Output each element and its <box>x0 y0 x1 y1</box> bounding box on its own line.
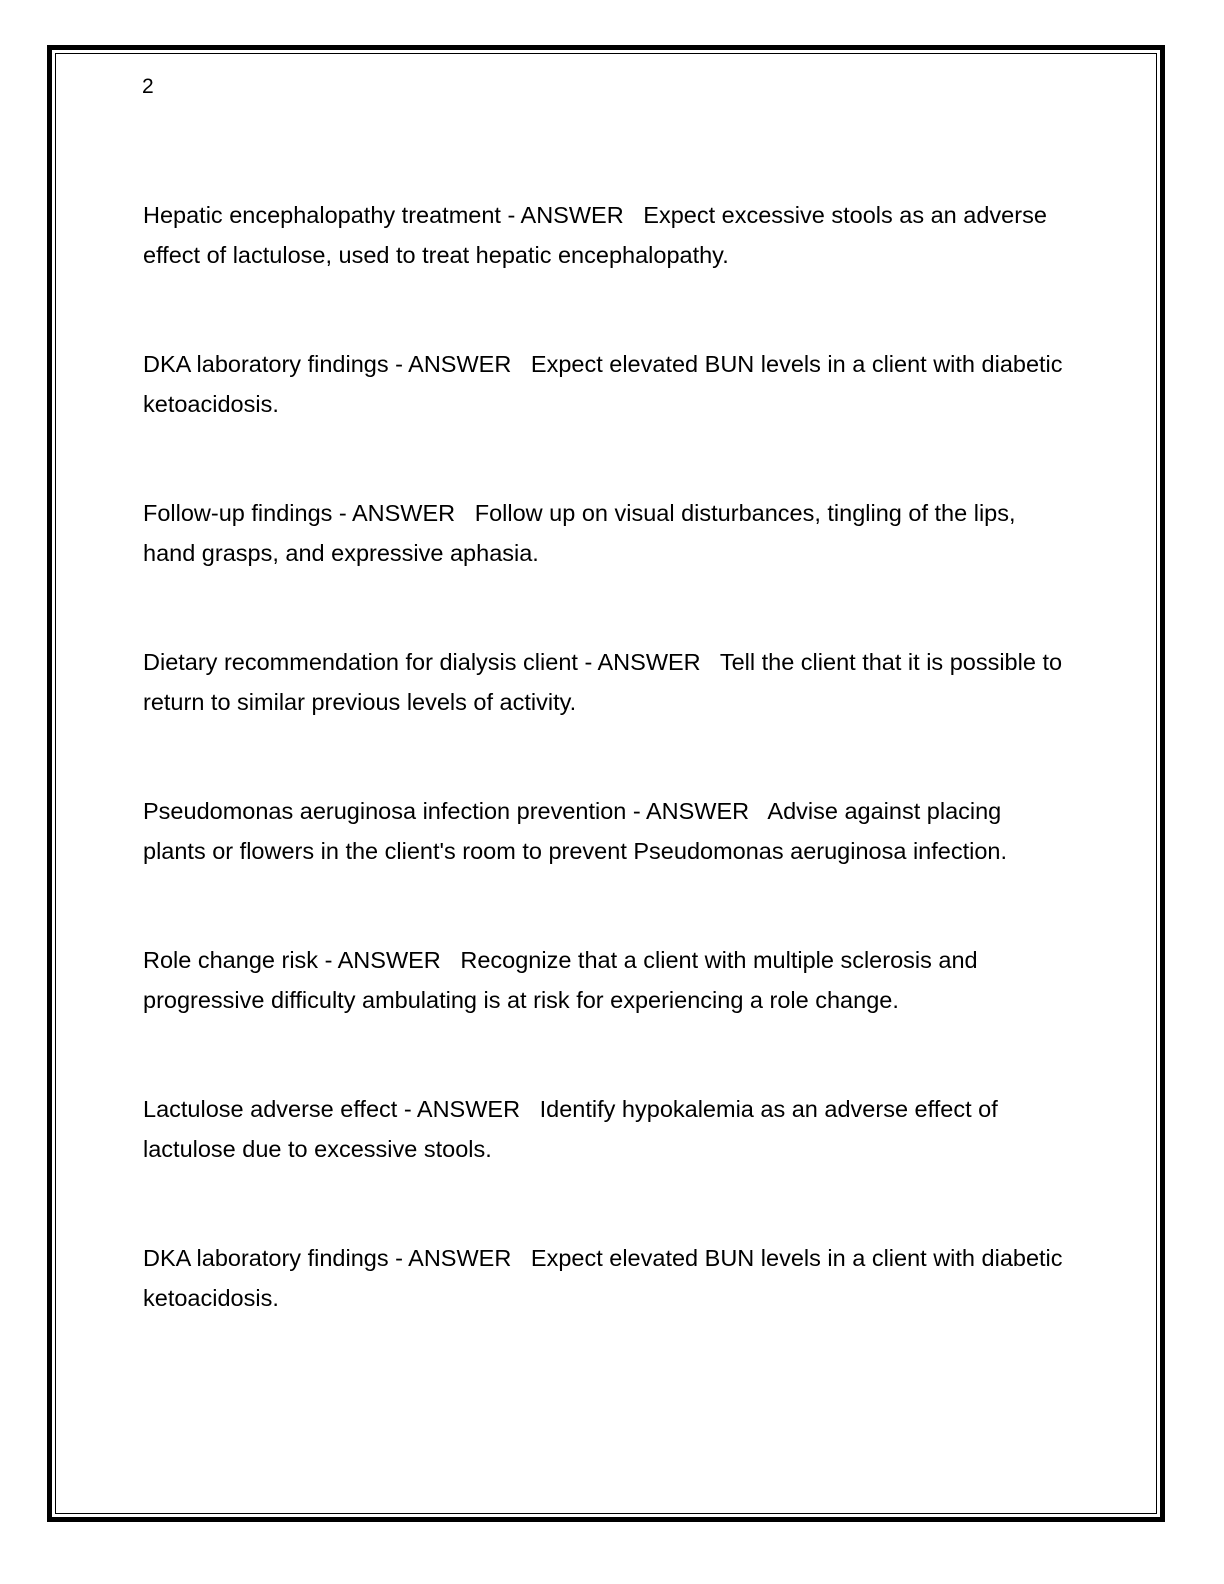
qa-item: Lactulose adverse effect - ANSWER Identify hypokalemia as an adverse effect of lactulose due to excessive stools. <box>143 1096 1005 1162</box>
qa-item: DKA laboratory findings - ANSWER Expect elevated BUN levels in a client with diabetic ketoacidosis. <box>143 1245 1070 1311</box>
qa-item: Follow-up findings - ANSWER Follow up on visual disturbances, tingling of the lips, hand grasps, and expressive aphasia. <box>143 500 1023 566</box>
qa-item: Dietary recommendation for dialysis client - ANSWER Tell the client that it is possible to return to similar previous levels of activity. <box>143 649 1069 715</box>
qa-item: Hepatic encephalopathy treatment - ANSWER Expect excessive stools as an adverse effect of lactulose, used to treat hepatic encephalopathy. <box>143 202 1054 268</box>
qa-item: DKA laboratory findings - ANSWER Expect elevated BUN levels in a client with diabetic ketoacidosis. <box>143 351 1070 417</box>
qa-list <box>143 196 1070 1388</box>
qa-item: Role change risk - ANSWER Recognize that a client with multiple sclerosis and progressive difficulty ambulating is at risk for experiencing a role change. <box>143 947 985 1013</box>
qa-item: Pseudomonas aeruginosa infection prevention - ANSWER Advise against placing plants or flowers in the client's room to prevent Pseudomonas aeruginosa infection. <box>143 798 1008 864</box>
page-number: 2 <box>142 75 154 98</box>
